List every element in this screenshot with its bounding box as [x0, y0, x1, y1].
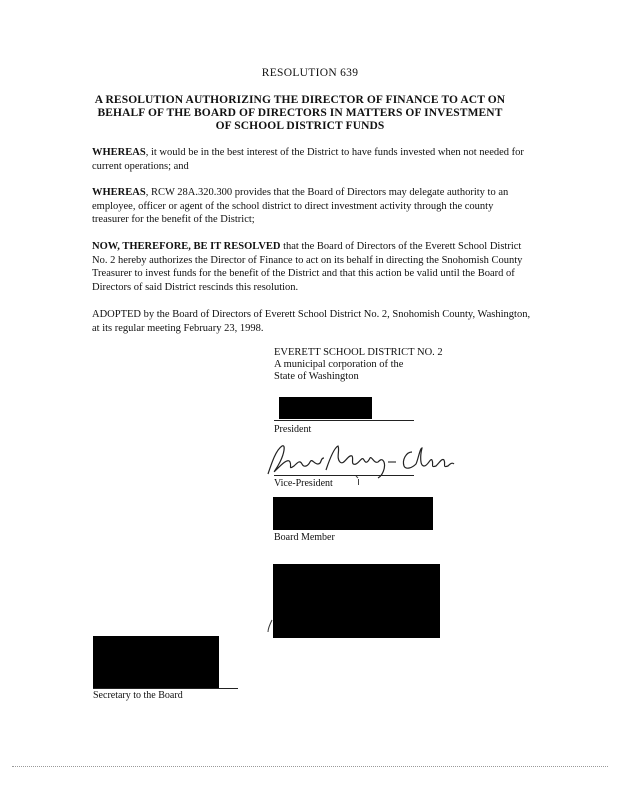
secretary-label: Secretary to the Board	[93, 690, 183, 701]
whereas-1-lead: WHEREAS	[92, 147, 146, 158]
adopted-text: by the Board of Directors of Everett School District No. 2, Snohomish County, Washington, at its regular meeting February 23, 1998.	[92, 309, 531, 334]
redacted-secretary-signature	[93, 636, 219, 688]
resolution-title: RESOLUTION 639	[261, 67, 359, 79]
adopted-lead: ADOPTED	[92, 309, 141, 320]
resolution-heading	[80, 94, 520, 133]
org-line-2: A municipal corporation of the	[274, 359, 404, 370]
heading-line-1: A RESOLUTION AUTHORIZING THE DIRECTOR OF FINANCE TO ACT ON	[94, 94, 506, 106]
whereas-2-lead: WHEREAS	[92, 187, 146, 198]
signature-tick-mark	[266, 618, 274, 634]
whereas-1-text: , it would be in the best interest of the District to have funds invested when not needed for current operations; and	[92, 147, 524, 172]
president-signature-line	[274, 420, 414, 421]
president-label: President	[274, 424, 312, 435]
heading-line-3: OF SCHOOL DISTRICT FUNDS	[215, 120, 385, 132]
org-line-1: EVERETT SCHOOL DISTRICT NO. 2	[274, 347, 443, 358]
resolved-lead: NOW, THEREFORE, BE IT RESOLVED	[92, 241, 281, 252]
secretary-signature-line	[93, 688, 238, 689]
org-line-3: State of Washington	[274, 371, 359, 382]
vice-president-signature	[262, 440, 458, 480]
whereas-2-text: , RCW 28A.320.300 provides that the Board of Directors may delegate authority to an employee, officer or agent of the school district to direct investment activity through the county treasurer for the benefit of the District;	[92, 187, 509, 225]
footer-scan-rule	[12, 766, 608, 767]
signature-organization	[274, 347, 443, 383]
vice-president-signature-line	[274, 475, 414, 476]
whereas-paragraph-2	[92, 186, 532, 227]
stray-mark	[358, 479, 359, 485]
resolved-paragraph	[92, 240, 532, 294]
heading-line-2: BEHALF OF THE BOARD OF DIRECTORS IN MATTERS OF INVESTMENT	[97, 107, 503, 119]
board-member-label: Board Member	[274, 532, 335, 543]
whereas-paragraph-1	[92, 146, 532, 173]
redacted-president-signature	[279, 397, 372, 419]
adopted-paragraph	[92, 308, 532, 335]
redacted-board-member-signature	[273, 497, 433, 530]
resolved-text: that the Board of Directors of the Everett School District No. 2 hereby authorizes the Director of Finance to act on its behalf in directing the Snohomish County Treasurer to invest funds for the benefit of the District and that this action be valid until the Board of Directors of said District rescinds this resolution.	[92, 241, 523, 293]
vice-president-label: Vice-President	[274, 478, 333, 489]
redacted-signature-block	[273, 564, 440, 638]
